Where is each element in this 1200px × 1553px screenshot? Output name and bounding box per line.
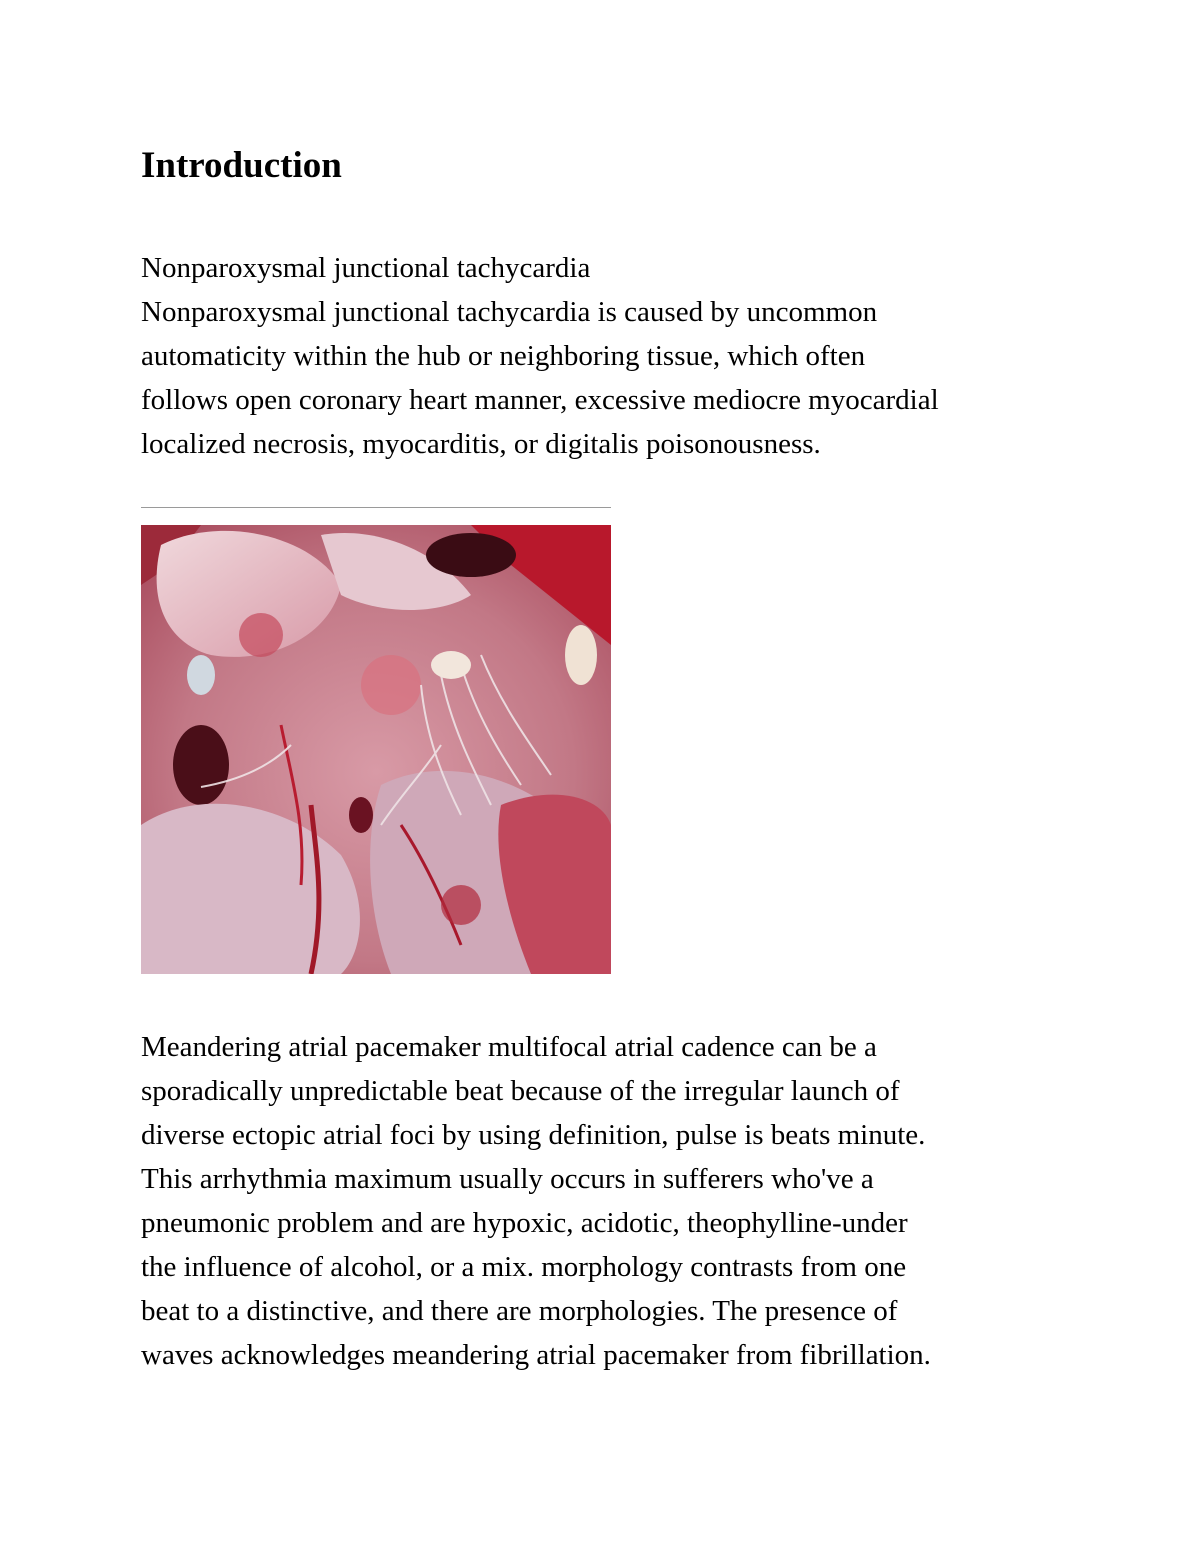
body-line: pneumonic problem and are hypoxic, acidotic, theophylline-under xyxy=(141,1207,908,1239)
intro-subtitle: Nonparoxysmal junctional tachycardia xyxy=(141,252,591,284)
intro-paragraph xyxy=(141,246,1101,466)
body-line: diverse ectopic atrial foci by using definition, pulse is beats minute. xyxy=(141,1119,926,1151)
body-line: sporadically unpredictable beat because of the irregular launch of xyxy=(141,1075,900,1107)
body-line: waves acknowledges meandering atrial pacemaker from fibrillation. xyxy=(141,1339,931,1371)
intro-line: localized necrosis, myocarditis, or digitalis poisonousness. xyxy=(141,428,821,460)
body-line: Meandering atrial pacemaker multifocal atrial cadence can be a xyxy=(141,1031,877,1063)
heart-dissection-photo-icon xyxy=(141,525,611,974)
intro-line: follows open coronary heart manner, excessive mediocre myocardial xyxy=(141,384,939,416)
body-line: beat to a distinctive, and there are morphologies. The presence of xyxy=(141,1295,898,1327)
page-title: Introduction xyxy=(141,145,342,186)
horizontal-divider xyxy=(141,507,611,508)
intro-line: automaticity within the hub or neighboring tissue, which often xyxy=(141,340,866,372)
body-line: the influence of alcohol, or a mix. morphology contrasts from one xyxy=(141,1251,907,1283)
body-paragraph xyxy=(141,1025,1101,1377)
body-line: This arrhythmia maximum usually occurs in sufferers who've a xyxy=(141,1163,874,1195)
intro-line: Nonparoxysmal junctional tachycardia is caused by uncommon xyxy=(141,296,878,328)
